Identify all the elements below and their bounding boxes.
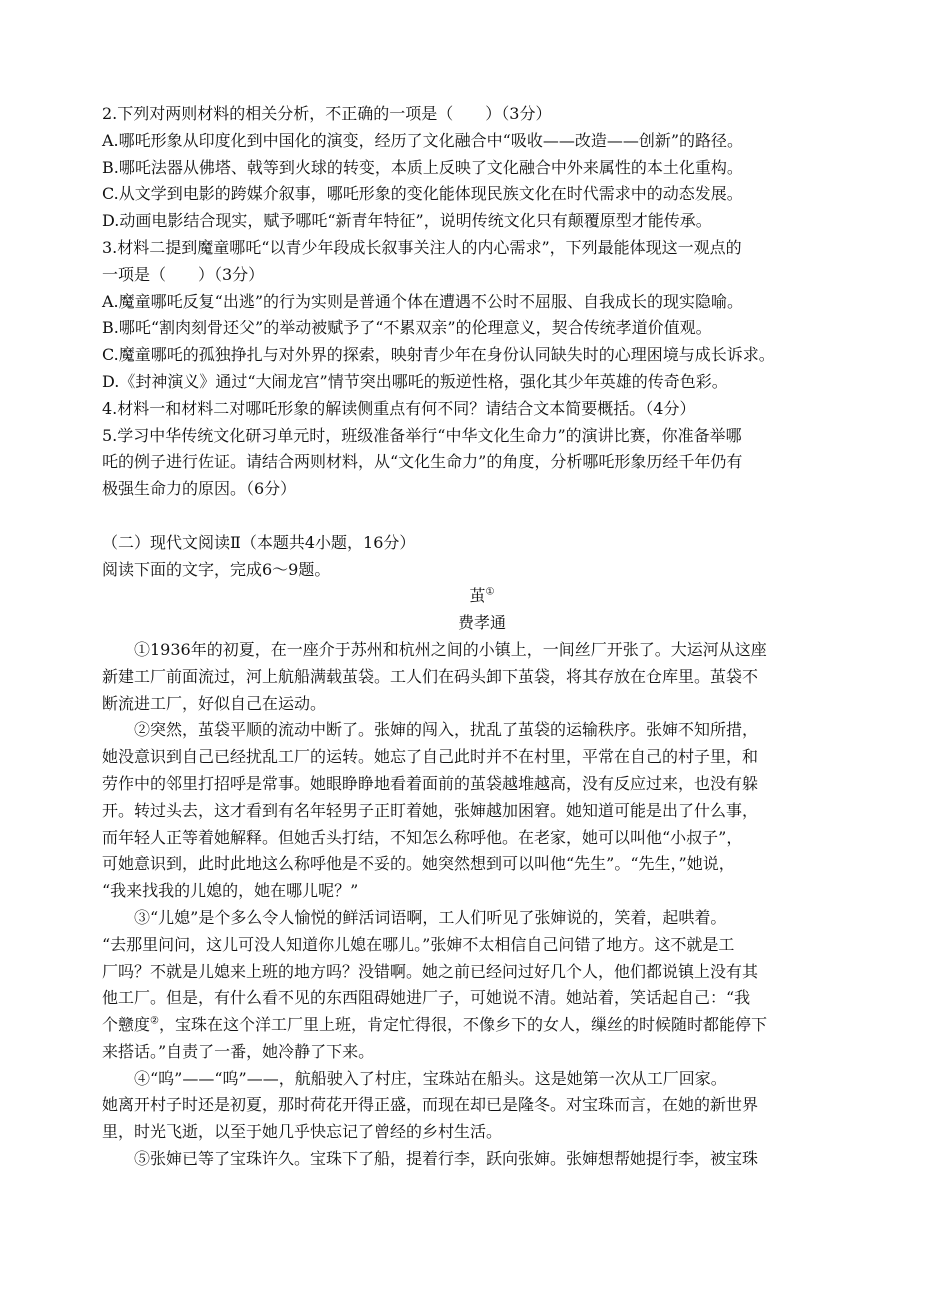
question-2-option-b: B.哪吒法器从佛塔、戟等到火球的转变，本质上反映了文化融合中外来属性的本土化重构。 [102,157,743,177]
question-5-line-1: 5.学习中华传统文化研习单元时，班级准备举行“中华文化生命力”的演讲比赛，你准备举哪 [102,425,742,445]
paragraph-3-line: 他工厂。但是，有什么看不见的东西阻碍她进厂子，可她说不清。她站着，笑话起自己：“我 [102,988,751,1008]
paragraph-2-line: 她没意识到自己已经扰乱工厂的运转。她忘了自己此时并不在村里，平常在自己的村子里，和 [102,747,759,767]
paragraph-3-line: “去那里问问，这儿可没人知道你儿媳在哪儿。”张婶不太相信自己问错了地方。这不就是工 [102,934,735,954]
question-3-stem: 3.材料二提到魔童哪吒“以青少年段成长叙事关注人的内心需求”，下列最能体现这一观点的 [102,237,742,257]
paragraph-3-text: 个戆度 [102,1015,151,1035]
paragraph-4-line: 她离开村子时还是初夏，那时荷花开得正盛，而现在却已是隆冬。对宝珠而言，在她的新世界 [102,1095,759,1115]
paragraph-4-line: ④“呜”——“呜”——，航船驶入了村庄，宝珠站在船头。这是她第一次从工厂回家。 [134,1068,727,1088]
question-2-option-a: A.哪吒形象从印度化到中国化的演变，经历了文化融合中“吸收——改造——创新”的路径。 [102,130,744,150]
paragraph-1-line: ①1936年的初夏，在一座介于苏州和杭州之间的小镇上，一间丝厂开张了。大运河从这座 [134,639,767,659]
spacer [102,503,862,530]
article-title-footnote-mark: ① [485,587,495,599]
section-instruction: 阅读下面的文字，完成6～9题。 [102,559,331,579]
paragraph-3-text: ，宝珠在这个洋工厂里上班，肯定忙得很，不像乡下的女人，缫丝的时候随时都能停下 [158,1015,767,1035]
article-title-text: 茧 [469,586,486,606]
paragraph-2-line: 可她意识到，此时此地这么称呼他是不妥的。她突然想到可以叫他“先生”。“先生，”她说， [102,854,735,874]
paragraph-2-line: 而年轻人正等着她解释。但她舌头打结，不知怎么称呼他。在老家，她可以叫他“小叔子”， [102,827,743,847]
paragraph-5-line: ⑤张婶已等了宝珠许久。宝珠下了船，提着行李，跃向张婶。张婶想帮她提行李，被宝珠 [134,1149,759,1169]
paragraph-1-line: 新建工厂前面流过，河上航船满载茧袋。工人们在码头卸下茧袋，将其存放在仓库里。茧袋不 [102,666,759,686]
paragraph-2-line: 劳作中的邻里打招呼是常事。她眼睁睁地看着面前的茧袋越堆越高，没有反应过来，也没有躲 [102,773,759,793]
paragraph-3-line: 来搭话。”自责了一番，她冷静了下来。 [102,1041,375,1061]
paragraph-2-line: ②突然，茧袋平顺的流动中断了。张婶的闯入，扰乱了茧袋的运输秩序。张婶不知所措， [134,720,759,740]
article-title [102,583,862,610]
article-author: 费孝通 [457,613,506,633]
question-5-line-3: 极强生命力的原因。（6分） [102,479,297,499]
paragraph-4-line: 里，时光飞逝，以至于她几乎快忘记了曾经的乡村生活。 [102,1122,503,1142]
question-3-stem-cont: 一项是（ ）（3分） [102,264,265,284]
paragraph-2-line: 开。转过头去，这才看到有名年轻男子正盯着她，张婶越加困窘。她知道可能是出了什么事， [102,800,759,820]
paragraph-2-line: “我来找我的儿媳的，她在哪儿呢？” [102,881,359,901]
paragraph-3-line: ③“儿媳”是个多么令人愉悦的鲜活词语啊，工人们听见了张婶说的，笑着，起哄着。 [134,907,727,927]
paragraph-3-line [102,1012,862,1039]
question-4: 4.材料一和材料二对哪吒形象的解读侧重点有何不同？请结合文本简要概括。（4分） [102,398,696,418]
exam-page [102,101,862,1173]
question-3-option-b: B.哪吒“割肉刻骨还父”的举动被赋予了“不累双亲”的伦理意义，契合传统孝道价值观。 [102,318,712,338]
question-3-option-a: A.魔童哪吒反复“出逃”的行为实则是普通个体在遭遇不公时不屈服、自我成长的现实隐喻。 [102,291,744,311]
footnote-mark-2: ② [150,1015,159,1027]
question-2-option-c: C.从文学到电影的跨媒介叙事，哪吒形象的变化能体现民族文化在时代需求中的动态发展。 [102,184,743,204]
section-heading: （二）现代文阅读Ⅱ（本题共4小题，16分） [102,532,416,552]
paragraph-3-line: 厂吗？不就是儿媳来上班的地方吗？没错啊。她之前已经问过好几个人，他们都说镇上没有其 [102,961,759,981]
question-3-option-d: D.《封神演义》通过“大闹龙宫”情节突出哪吒的叛逆性格，强化其少年英雄的传奇色彩。 [102,371,728,391]
question-2-stem: 2.下列对两则材料的相关分析，不正确的一项是（ ）（3分） [102,104,552,123]
paragraph-1-line: 断流进工厂，好似自己在运动。 [102,693,327,713]
question-3-option-c: C.魔童哪吒的孤独挣扎与对外界的探索，映射青少年在身份认同缺失时的心理困境与成长诉求。 [102,345,775,365]
question-2-option-d: D.动画电影结合现实，赋予哪吒“新青年特征”，说明传统文化只有颠覆原型才能传承。 [102,211,712,231]
question-5-line-2: 吒的例子进行佐证。请结合两则材料，从“文化生命力”的角度，分析哪吒形象历经千年仍有 [102,452,743,472]
